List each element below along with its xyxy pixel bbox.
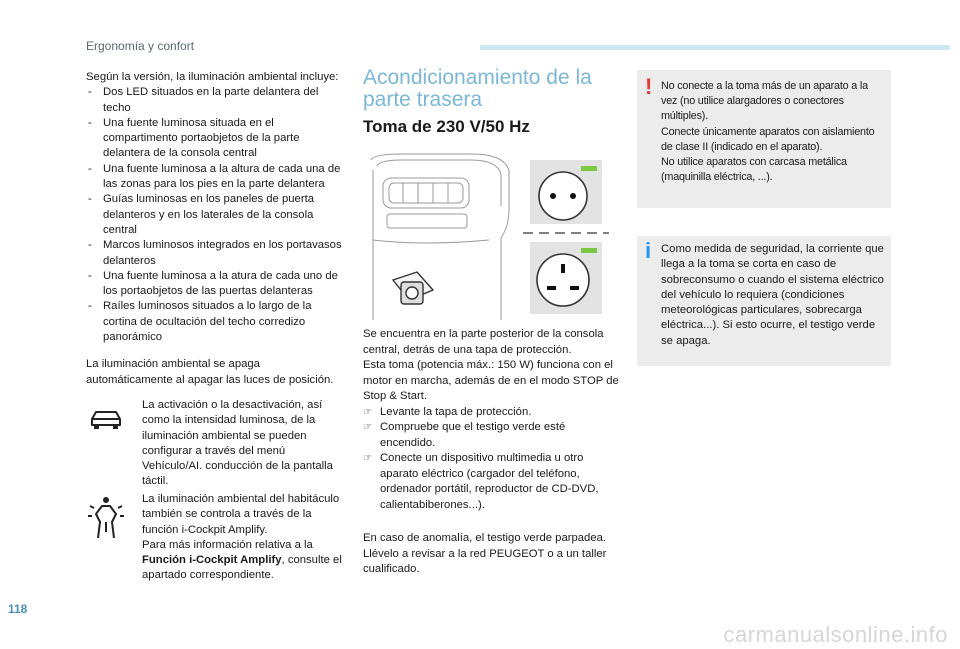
ambient-lighting-column <box>86 70 344 388</box>
socket-uk-view <box>530 242 602 314</box>
rear-console-drawing <box>371 154 509 320</box>
list-item: ☞ Levante la tapa de protección. <box>363 405 621 421</box>
socket-power: Esta toma (potencia máx.: 150 W) funciona con el motor en marcha, además de en el modo STOP de Stop & Start. <box>363 359 619 402</box>
icockpit-text <box>142 492 342 584</box>
header-accent-bar <box>480 45 950 50</box>
list-item: - Raíles luminosos situados a lo largo de la cortina de ocultación del techo corredizo panorámico <box>86 299 344 345</box>
auto-off-note: La iluminación ambiental se apaga automáticamente al apagar las luces de posición. <box>86 358 334 386</box>
info-text: Como medida de seguridad, la corriente que llega a la toma se corta en caso de sobreconsumo o cuando el sistema eléctrico del vehículo lo requiera (condiciones meteorológicas particulares, sobrecarga eléctrica...). Si esto ocurre, el testigo verde se apaga. <box>661 243 884 347</box>
socket-location: Se encuentra en la parte posterior de la consola central, detrás de una tapa de protección. <box>363 328 604 356</box>
icockpit-line-1: La iluminación ambiental del habitáculo también se controla a través de la función i-Cockpit Amplify. <box>142 493 340 536</box>
warning-line: Conecte únicamente aparatos con aislamiento de clase II (indicado en el aparato). <box>661 125 875 153</box>
rear-console-socket-illustration <box>363 150 613 320</box>
page-number: 118 <box>8 602 28 616</box>
icockpit-amplify-icon <box>86 492 126 540</box>
socket-subtitle: Toma de 230 V/50 Hz <box>363 117 530 136</box>
list-item: - Una fuente luminosa situada en el compartimento portaobjetos de la parte delantera de la consola central <box>86 116 344 162</box>
car-icon <box>86 398 126 438</box>
info-icon: i <box>645 238 652 263</box>
warning-line: No utilice aparatos con carcasa metálica (maquinilla eléctrica, ...). <box>661 156 847 184</box>
socket-steps <box>363 405 621 514</box>
socket-instructions <box>363 327 621 578</box>
ambient-intro: Según la versión, la iluminación ambiental incluye: <box>86 71 339 83</box>
icockpit-line-2 <box>142 538 342 584</box>
warning-icon: ! <box>645 74 653 99</box>
info-box <box>637 236 891 366</box>
vehicle-menu-text: La activación o la desactivación, así como la intensidad luminosa, de la iluminación ambiental se pueden configurar a través del menú Vehículo/AI. conducción de la pantalla táctil. <box>142 399 333 488</box>
list-item: - Una fuente luminosa a la atura de cada uno de los portaobjetos de las puertas delanteras <box>86 269 344 300</box>
ambient-lighting-list <box>86 85 344 345</box>
list-item: - Dos LED situados en la parte delantera del techo <box>86 85 344 116</box>
watermark: carmanualsonline.info <box>723 622 948 647</box>
list-item: - Guías luminosas en los paneles de puerta delanteros y en los laterales de la consola central <box>86 192 344 238</box>
running-header: Ergonomía y confort <box>86 39 195 53</box>
warning-box <box>637 70 891 208</box>
list-item: - Una fuente luminosa a la altura de cada una de las zonas para los pies en la parte delantera <box>86 162 344 193</box>
anomaly-note: En caso de anomalía, el testigo verde parpadea. <box>363 532 607 544</box>
socket-front-view <box>530 160 602 224</box>
list-item: ☞ Conecte un dispositivo multimedia u otro aparato eléctrico (cargador del teléfono, ordenador portátil, reproductor de CD-DVD, calientabiberones...). <box>363 451 621 513</box>
list-item: - Marcos luminosos integrados en los portavasos delanteros <box>86 238 344 269</box>
warning-text <box>661 79 886 185</box>
list-item: ☞ Compruebe que el testigo verde esté encendido. <box>363 420 621 451</box>
service-note: Llévelo a revisar a la red PEUGEOT o a un taller cualificado. <box>363 547 607 575</box>
icockpit-line-2-start: Para más información relativa a la <box>142 538 313 551</box>
icockpit-function-link-text: Función i-Cockpit Amplify <box>142 554 282 567</box>
icockpit-line-2-end: , consulte el apartado correspondiente. <box>142 554 342 582</box>
warning-line: No conecte a la toma más de un aparato a la vez (no utilice alargadores o conectores múltiples). <box>661 80 868 123</box>
socket-flap <box>393 272 433 304</box>
section-title: Acondicionamiento de la parte trasera <box>363 66 592 111</box>
